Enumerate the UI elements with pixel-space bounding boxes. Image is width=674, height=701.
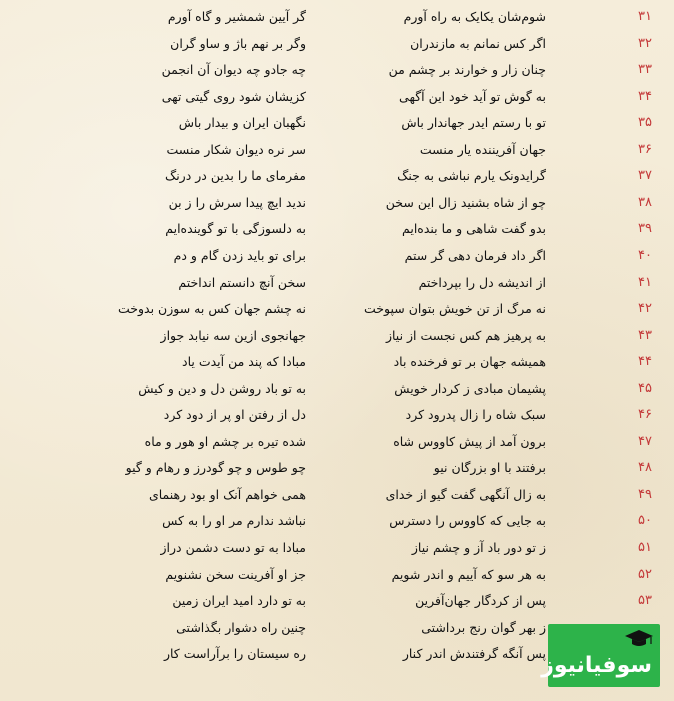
verse-row <box>0 482 674 509</box>
second-hemistich: مبادا که پند من آیدت یاد <box>182 354 306 370</box>
first-hemistich: سبک شاه را زال پدرود کرد <box>405 407 546 423</box>
second-hemistich: سر نره دیوان شکار منست <box>166 141 306 157</box>
first-hemistich: پس از کردگار جهان‌آفرین <box>415 593 546 609</box>
verse-row <box>0 562 674 589</box>
second-hemistich: دل از رفتن او پر از دود کرد <box>163 407 306 423</box>
verse-number: ۳۱ <box>638 9 652 24</box>
first-hemistich: تو با رستم ایدر جهاندار باش <box>401 115 546 131</box>
second-hemistich: مبادا به تو دست دشمن دراز <box>160 540 306 555</box>
first-hemistich: همیشه جهان بر تو فرخنده باد <box>393 354 546 370</box>
second-hemistich: گر آیین شمشیر و گاه آورم <box>167 9 306 24</box>
verse-row <box>0 429 674 456</box>
verse-row <box>0 402 674 429</box>
verse-number: ۳۲ <box>638 35 652 51</box>
second-hemistich: ره سیستان را برآراست کار <box>163 646 306 662</box>
verse-number: ۳۴ <box>638 88 652 104</box>
verse-row <box>0 57 674 84</box>
second-hemistich: سخن آنچ دانستم انداختم <box>178 274 306 290</box>
first-hemistich: ز تو دور باد آز و چشم نیاز <box>411 540 546 555</box>
verse-row <box>0 508 674 535</box>
first-hemistich: برفتند با او بزرگان نیو <box>433 460 546 476</box>
second-hemistich: ندید ایچ پیدا سرش را ز بن <box>168 194 306 210</box>
verse-number: ۳۶ <box>638 141 652 157</box>
verse-number: ۵۱ <box>638 540 652 555</box>
verse-row <box>0 216 674 243</box>
second-hemistich: شده تیره بر چشم او هور و ماه <box>144 433 306 449</box>
second-hemistich: وگر بر نهم باژ و ساو گران <box>170 35 306 51</box>
first-hemistich: برون آمد از پیش کاووس شاه <box>393 433 546 449</box>
first-hemistich: به جایی که کاووس را دسترس <box>389 513 546 529</box>
verse-number: ۵۰ <box>638 513 652 529</box>
verse-number: ۳۳ <box>638 62 652 78</box>
first-hemistich: پشیمان مبادی ز کردار خویش <box>394 380 546 396</box>
verse-number: ۴۲ <box>638 301 652 317</box>
second-hemistich: جهانجوی ازین سه نیابد جواز <box>160 327 306 343</box>
verse-row <box>0 296 674 323</box>
first-hemistich: اگر کس نمانم به مازندران <box>410 35 546 51</box>
logo-text: سوفیانیوز <box>541 653 652 678</box>
verse-number: ۳۹ <box>638 221 652 237</box>
second-hemistich: مفرمای ما را بدین در درنگ <box>165 168 306 184</box>
verse-row <box>0 31 674 58</box>
verse-number: ۴۶ <box>638 407 652 423</box>
verse-number: ۴۰ <box>638 247 652 263</box>
verse-number: ۴۵ <box>638 380 652 396</box>
verse-row <box>0 110 674 137</box>
first-hemistich: جهان آفریننده یار منست <box>419 141 546 157</box>
first-hemistich: به گوش تو آید خود این آگهی <box>399 88 546 104</box>
first-hemistich: نه مرگ از تن خویش بتوان سپوخت <box>364 301 546 317</box>
verse-row <box>0 349 674 376</box>
first-hemistich: چو از شاه بشنید زال این سخن <box>385 194 546 210</box>
sofianews-logo <box>541 624 660 687</box>
second-hemistich: به دلسوزگی با تو گوینده‌ایم <box>165 221 306 237</box>
verse-number: ۵۳ <box>638 593 652 609</box>
verse-row <box>0 4 674 31</box>
first-hemistich: از اندیشه دل را بپرداختم <box>418 274 546 290</box>
verse-number: ۴۹ <box>638 486 652 502</box>
second-hemistich: چنین راه دشوار بگذاشتی <box>176 619 306 635</box>
first-hemistich: شوم‌شان یکایک به راه آورم <box>403 9 546 24</box>
verse-row <box>0 455 674 482</box>
first-hemistich: پس آنگه گرفتندش اندر کنار <box>402 646 546 662</box>
verse-number: ۳۷ <box>638 168 652 184</box>
second-hemistich: نباشد ندارم مر او را به کس <box>162 513 306 529</box>
second-hemistich: به تو باد روشن دل و دین و کیش <box>138 380 306 396</box>
verse-row <box>0 243 674 270</box>
verse-row <box>0 163 674 190</box>
second-hemistich: برای تو باید زدن گام و دم <box>173 247 306 263</box>
second-hemistich: جز او آفرینت سخن نشنویم <box>165 566 306 582</box>
verse-number: ۴۱ <box>638 274 652 290</box>
verse-row <box>0 376 674 403</box>
first-hemistich: گرایدونک یارم نباشی به جنگ <box>397 168 546 184</box>
verse-number: ۳۸ <box>638 194 652 210</box>
first-hemistich: ز بهر گوان رنج برداشتی <box>421 619 546 635</box>
verse-row <box>0 137 674 164</box>
second-hemistich: همی خواهم آنک او بود رهنمای <box>148 486 306 502</box>
first-hemistich: چنان زار و خوارند بر چشم من <box>388 62 546 78</box>
first-hemistich: بدو گفت شاهی و ما بنده‌ایم <box>402 221 546 237</box>
verse-row <box>0 323 674 350</box>
second-hemistich: کزیشان شود روی گیتی تهی <box>161 88 306 104</box>
first-hemistich: به هر سو که آییم و اندر شویم <box>391 566 546 582</box>
graduation-cap-icon <box>624 628 654 648</box>
verse-row <box>0 535 674 562</box>
verse-number: ۴۴ <box>638 354 652 370</box>
first-hemistich: به پرهیز هم کس نجست از نیاز <box>385 327 546 343</box>
first-hemistich: به زال آنگهی گفت گیو از خدای <box>385 486 546 502</box>
verse-row <box>0 84 674 111</box>
verse-number: ۳۵ <box>638 115 652 131</box>
first-hemistich: اگر داد فرمان دهی گر ستم <box>404 247 546 263</box>
second-hemistich: نه چشم جهان کس به سوزن بدوخت <box>118 301 306 317</box>
verse-number: ۵۲ <box>638 566 652 582</box>
verse-row <box>0 588 674 615</box>
verse-number: ۴۳ <box>638 327 652 343</box>
second-hemistich: چه جادو چه دیوان آن انجمن <box>161 62 306 78</box>
verse-number: ۴۸ <box>638 460 652 476</box>
verse-row <box>0 190 674 217</box>
verse-row <box>0 270 674 297</box>
verse-number: ۴۷ <box>638 433 652 449</box>
second-hemistich: نگهبان ایران و بیدار باش <box>178 115 306 131</box>
second-hemistich: چو طوس و چو گودرز و رهام و گیو <box>125 460 306 476</box>
second-hemistich: به تو دارد امید ایران زمین <box>172 593 306 609</box>
